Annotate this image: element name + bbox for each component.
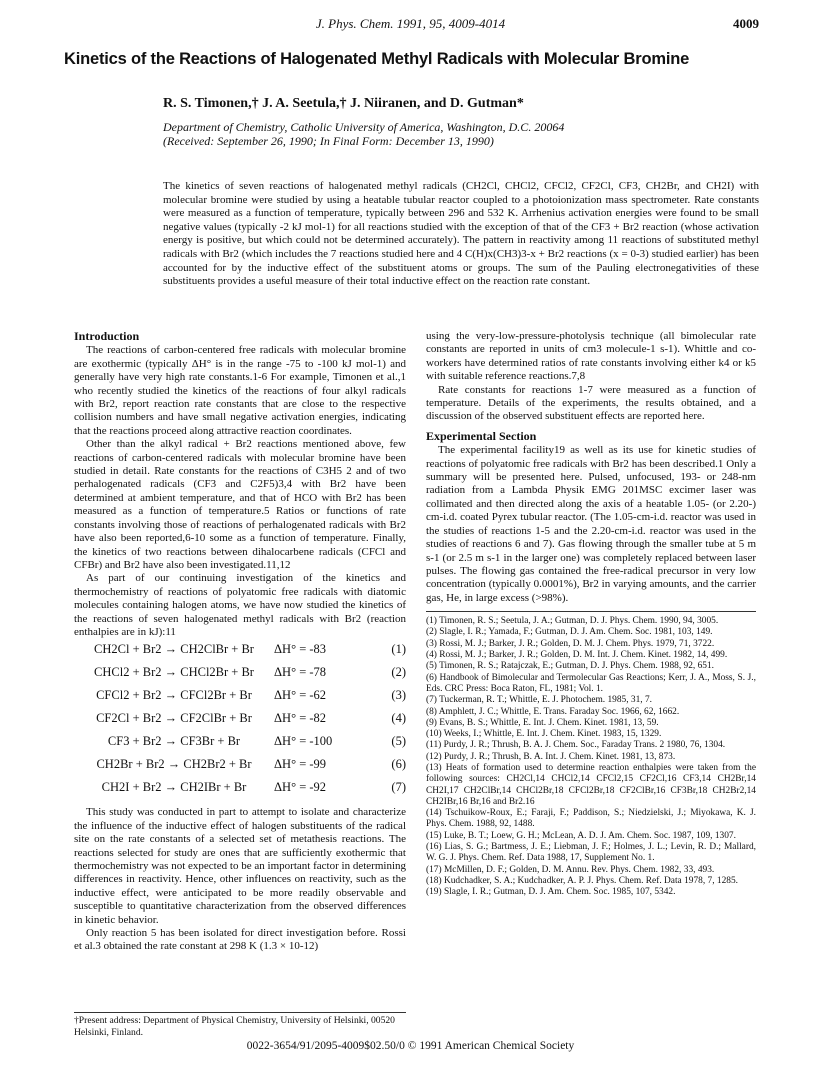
copyright-line: 0022-3654/91/2095-4009$02.50/0 © 1991 American Chemical Society <box>246 1040 575 1052</box>
intro-heading: Introduction <box>74 329 140 343</box>
reference-item: (7) Tuckerman, R. T.; Whittle, E. J. Photochem. 1985, 31, 7. <box>426 695 653 706</box>
right-column <box>426 330 756 899</box>
reaction-equation: CF2Cl + Br2 → CF2ClBr + Br <box>96 711 252 726</box>
intro-paragraph: The reactions of carbon-centered free radicals with molecular bromine are exothermic (typically ΔH° is in the range -75 to -100 kJ mol-1) and generally have very high rate constants.1-6 For example, Timonen et al.,1 who recently studied the kinetics of the reactions of four alkyl radicals with Br2, report reaction rate constants that are close to the respective collision numbers and have small negative activation energies, indicating that the reactions proceed along attractive reaction coordinates. <box>74 344 406 437</box>
reaction-row <box>74 781 406 804</box>
abstract: The kinetics of seven reactions of halogenated methyl radicals (CH2Cl, CHCl2, CFCl2, CF2Cl, CF3, CH2Br, and CH2I) with molecular bromine were studied by using a heatable tubular reactor coupled to a photoionization mass spectrometer. Rate constants were measured as a function of temperature, typically between 296 and 532 K. Arrhenius activation energies were found to be small negative values (typically -2 kJ mol-1) for all reactions studied with the exception of that of the CF3 + Br2 reaction (whose activation energy is positive, but which could not be determined accurately). The pattern in reactivity among 11 reactions of substituted methyl radicals with Br2 (which includes the 7 reactions studied here and 4 C(H)x(CH3)3-x + Br2 reactions (x = 0-3) studied earlier) has been accounted for by the inductive effect of the substituent atoms or groups. The sum of the Pauling electronegativities of these substituents provides a useful measure of their total inductive effect on the reaction rate constant. <box>163 180 759 288</box>
reference-item: (9) Evans, B. S.; Whittle, E. Int. J. Chem. Kinet. 1981, 13, 59. <box>426 717 659 728</box>
left-column <box>74 330 406 954</box>
reaction-enthalpy: ΔH° = -92 <box>274 780 327 795</box>
reference-item: (4) Rossi, M. J.; Barker, J. R.; Golden, D. M. Int. J. Chem. Kinet. 1982, 14, 499. <box>426 650 728 661</box>
reference-item: (18) Kudchadker, S. A.; Kudchadker, A. P. J. Phys. Chem. Ref. Data 1978, 7, 1285. <box>426 875 738 886</box>
reference-item: (11) Purdy, J. R.; Thrush, B. A. J. Chem. Soc., Faraday Trans. 2 1980, 76, 1304. <box>426 740 726 751</box>
reference-item: (1) Timonen, R. S.; Seetula, J. A.; Gutman, D. J. Phys. Chem. 1990, 94, 3005. <box>426 616 719 627</box>
reaction-equation: CF3 + Br2 → CF3Br + Br <box>107 734 241 749</box>
reaction-row <box>74 689 406 712</box>
reference-item: (5) Timonen, R. S.; Ratajczak, E.; Gutman, D. J. Phys. Chem. 1988, 92, 651. <box>426 661 715 672</box>
reference-item: (14) Tschuikow-Roux, E.; Faraji, F.; Paddison, S.; Niedzielski, J.; Miyokawa, K. J. Phys. Chem. 1988, 92, 1488. <box>426 808 756 830</box>
reaction-row <box>74 666 406 689</box>
article-title: Kinetics of the Reactions of Halogenated Methyl Radicals with Molecular Bromine <box>64 50 690 68</box>
reaction-row <box>74 758 406 781</box>
page-number: 4009 <box>733 16 759 31</box>
reference-item: (16) Lias, S. G.; Bartmess, J. E.; Liebman, J. F.; Holmes, J. L.; Levin, R. D.; Mallard, W. G. J. Phys. Chem. Ref. Data 1988, 17, Supplement No. 1. <box>426 842 756 864</box>
reaction-row <box>74 712 406 735</box>
reference-item: (3) Rossi, M. J.; Barker, J. R.; Golden, D. M. J. Chem. Phys. 1979, 71, 3722. <box>426 638 715 649</box>
running-head: J. Phys. Chem. 1991, 95, 4009-4014 <box>315 16 506 31</box>
reaction-number: (2) <box>391 665 406 680</box>
reference-item: (17) McMillen, D. F.; Golden, D. M. Annu. Rev. Phys. Chem. 1982, 33, 493. <box>426 864 715 875</box>
body-paragraph: using the very-low-pressure-photolysis technique (all bimolecular rate constants are reported in units of cm3 molecule-1 s-1). Whittle and co-workers have determined ratios of rate constants involving either k4 or k5 with suitable reference reactions.7,8 <box>426 330 756 383</box>
intro-paragraph: As part of our continuing investigation of the kinetics and thermochemistry of reactions of polyatomic free radicals with diatomic molecules containing halogen atoms, we have now studied the kinetics of the reactions of seven halogenated methyl radicals with Br2 (reaction enthalpies are in kJ):11 <box>74 572 406 638</box>
reference-item: (13) Heats of formation used to determine reaction enthalpies were taken from the following sources: CH2Cl,14 CHCl2,14 CFCl2,15 CF2Cl,16 CF3,14 CH2Br,14 CH2I,17 CH2ClBr,14 CHCl2Br,18 CFCl2Br,18 CF2ClBr,16 CF3Br,18 CH2Br2,14 CH2IBr,16 Br,16 and Br2.16 <box>426 762 756 807</box>
reaction-equation: CFCl2 + Br2 → CFCl2Br + Br <box>96 688 252 703</box>
affiliation-block <box>163 120 763 148</box>
author-footnote: †Present address: Department of Physical Chemistry, University of Helsinki, 00520 Helsinki, Finland. <box>74 1012 406 1038</box>
reference-item: (6) Handbook of Bimolecular and Termolecular Gas Reactions; Kerr, J. A., Moss, S. J., Eds. CRC Press: Boca Raton, FL, 1981; Vol. 1. <box>426 672 756 694</box>
body-paragraph: This study was conducted in part to attempt to isolate and characterize the influence of the inductive effect of halogen substituents of the radical site on the rate constants of a selected set of metathesis reactions. The reactions selected for study are ones that are sufficiently exothermic that thermochemistry was not expected to be an important factor in determining differences in reactivity. Hence, other influences on reactivity, such as the inductive effect, were anticipated to be more readily observable and susceptible to quantitative characterization from the observed differences in kinetic behavior. <box>74 806 406 926</box>
reaction-number: (4) <box>391 711 406 726</box>
reaction-equation: CH2I + Br2 → CH2IBr + Br <box>101 780 247 795</box>
reaction-enthalpy: ΔH° = -100 <box>274 734 333 749</box>
reference-item: (15) Luke, B. T.; Loew, G. H.; McLean, A. D. J. Am. Chem. Soc. 1987, 109, 1307. <box>426 830 736 841</box>
author-list: R. S. Timonen,† J. A. Seetula,† J. Niiranen, and D. Gutman* <box>163 96 524 111</box>
reaction-equation: CH2Br + Br2 → CH2Br2 + Br <box>96 757 252 772</box>
reference-item: (10) Weeks, I.; Whittle, E. Int. J. Chem. Kinet. 1983, 15, 1329. <box>426 729 662 740</box>
reaction-equation: CHCl2 + Br2 → CHCl2Br + Br <box>94 665 254 680</box>
reaction-row <box>74 643 406 666</box>
reaction-enthalpy: ΔH° = -83 <box>274 642 327 657</box>
body-paragraph: Only reaction 5 has been isolated for direct investigation before. Rossi et al.3 obtained the rate constant at 298 K (1.3 × 10-12) <box>74 927 406 953</box>
intro-paragraph: Other than the alkyl radical + Br2 reactions mentioned above, few reactions of carbon-centered radicals with molecular bromine have been studied in detail. Rate constants for the reactions of C3H5 2 and of two perhalogenated radicals (CF3 and C2F5)3,4 with Br2 have been determined at ambient temperature, and that of HCO with Br2 has been measured as a function of temperature.5 Ratios or functions of rate constants involving those of reactions of perhalogenated radicals with Br2 have also been reported,6-10 some as a function of temperature. Finally, the kinetics of two reactions between dihalocarbene radicals (CFCl and CFBr) and Br2 have also been investigated.11,12 <box>74 438 406 571</box>
reaction-number: (6) <box>391 757 406 772</box>
experimental-heading: Experimental Section <box>426 428 537 443</box>
reaction-number: (3) <box>391 688 406 703</box>
reaction-number: (7) <box>391 780 406 795</box>
reference-item: (8) Amphlett, J. C.; Whittle, E. Trans. Faraday Soc. 1966, 62, 1662. <box>426 706 680 717</box>
received-dates: (Received: September 26, 1990; In Final Form: December 13, 1990) <box>163 134 494 148</box>
experimental-paragraph: The experimental facility19 as well as its use for kinetic studies of reactions of polyatomic free radicals with Br2 has been described.1 Only a summary will be presented here. Pulsed, unfocused, 193- or 248-nm radiation from a Lambda Physik EMG 201MSC excimer laser was collimated and then directed along the axis of a heatable 1.05- (or 2.20-) cm-i.d. coated Pyrex tubular reactor. (The 1.05-cm-i.d. reactor was used in the studies of reactions 1-5 and the 2.20-cm-i.d. reactor was used in the studies of reactions 6 and 7). Gas flowing through the smaller tube at 5 m s-1 (or 2.5 m s-1 in the larger one) was completely replaced between laser pulses. The flowing gas contained the free-radical precursor in very low concentration (typically 0.0001%), Br2 in varying amounts, and the carrier gas, He, in large excess (>98%). <box>426 444 756 604</box>
affiliation: Department of Chemistry, Catholic University of America, Washington, D.C. 20064 <box>163 120 565 134</box>
reaction-enthalpy: ΔH° = -82 <box>274 711 327 726</box>
reaction-list <box>74 643 406 804</box>
reaction-row <box>74 735 406 758</box>
reference-item: (19) Slagle, I. R.; Gutman, D. J. Am. Chem. Soc. 1985, 107, 5342. <box>426 887 676 898</box>
reference-item: (12) Purdy, J. R.; Thrush, B. A. Int. J. Chem. Kinet. 1981, 13, 873. <box>426 751 676 762</box>
reaction-enthalpy: ΔH° = -78 <box>274 665 327 680</box>
reaction-number: (1) <box>391 642 406 657</box>
reaction-equation: CH2Cl + Br2 → CH2ClBr + Br <box>94 642 254 657</box>
body-paragraph: Rate constants for reactions 1-7 were measured as a function of temperature. Details of the experiments, the results obtained, and a discussion of the observed substituent effects are reported here. <box>426 383 756 423</box>
reaction-enthalpy: ΔH° = -62 <box>274 688 327 703</box>
reaction-number: (5) <box>391 734 406 749</box>
reference-item: (2) Slagle, I. R.; Yamada, F.; Gutman, D. J. Am. Chem. Soc. 1981, 103, 149. <box>426 627 713 638</box>
reaction-enthalpy: ΔH° = -99 <box>274 757 327 772</box>
reference-list <box>426 611 756 898</box>
